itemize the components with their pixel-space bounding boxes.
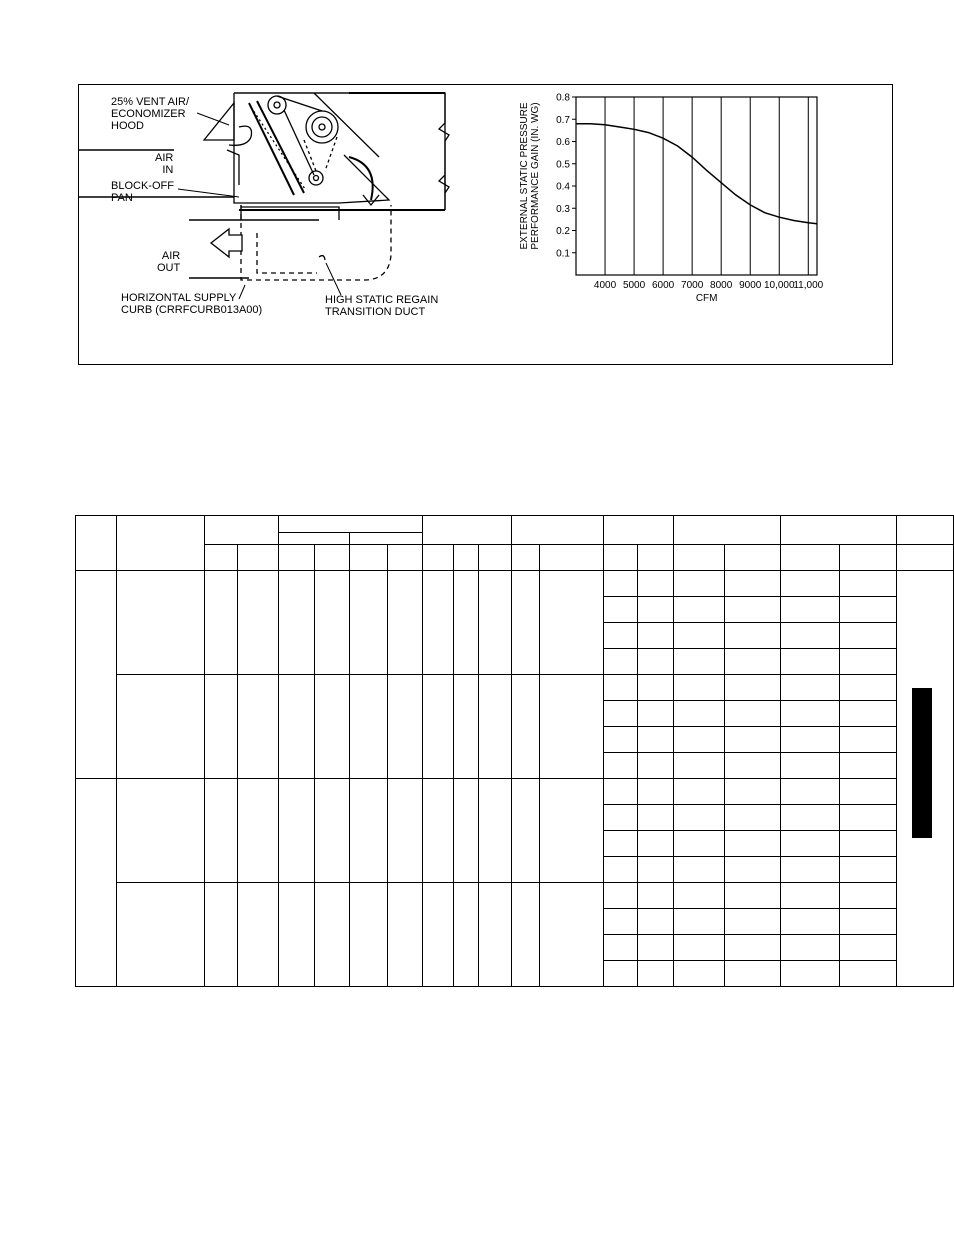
table-cell bbox=[604, 753, 638, 779]
table-cell bbox=[840, 831, 897, 857]
table-cell bbox=[604, 857, 638, 883]
table-cell bbox=[840, 935, 897, 961]
table-row bbox=[76, 571, 954, 597]
chart-y-axis bbox=[556, 93, 576, 260]
y-tick-label: 0.6 bbox=[556, 137, 570, 148]
table-cell bbox=[314, 675, 349, 779]
table-cell bbox=[604, 961, 638, 987]
label-air-out: AIR OUT bbox=[157, 250, 181, 274]
table-cell bbox=[349, 779, 387, 883]
table-cell bbox=[314, 571, 349, 675]
table-cell bbox=[453, 779, 479, 883]
table-cell bbox=[604, 727, 638, 753]
table-cell bbox=[674, 779, 725, 805]
table-cell bbox=[422, 516, 512, 545]
table-cell bbox=[781, 649, 840, 675]
table-cell bbox=[781, 571, 840, 597]
table-cell bbox=[604, 779, 638, 805]
table-cell bbox=[725, 675, 781, 701]
table-cell bbox=[387, 675, 422, 779]
table-cell bbox=[349, 675, 387, 779]
table-cell bbox=[76, 571, 117, 779]
table-cell bbox=[387, 779, 422, 883]
section-tab bbox=[912, 688, 932, 838]
table-cell bbox=[604, 623, 638, 649]
table-cell bbox=[204, 883, 237, 987]
table-cell bbox=[781, 545, 840, 571]
table-cell bbox=[512, 779, 540, 883]
table-cell bbox=[840, 753, 897, 779]
table-row bbox=[76, 883, 954, 909]
table-cell bbox=[781, 909, 840, 935]
table-cell bbox=[638, 649, 674, 675]
x-tick-label: 4000 bbox=[593, 280, 617, 291]
table-cell bbox=[422, 571, 453, 675]
table-cell bbox=[278, 883, 314, 987]
y-tick-label: 0.5 bbox=[556, 159, 570, 171]
table-cell bbox=[781, 623, 840, 649]
table-cell bbox=[453, 883, 479, 987]
figure-frame bbox=[78, 84, 893, 365]
y-tick-label: 0.1 bbox=[556, 248, 570, 260]
table-cell bbox=[638, 545, 674, 571]
y-tick-label: 0.7 bbox=[556, 114, 570, 126]
table-cell bbox=[512, 675, 540, 779]
table-cell bbox=[540, 571, 604, 675]
table-cell bbox=[479, 883, 512, 987]
table-cell bbox=[604, 909, 638, 935]
table-cell bbox=[674, 649, 725, 675]
table-cell bbox=[725, 779, 781, 805]
table-cell bbox=[314, 883, 349, 987]
table-cell bbox=[638, 831, 674, 857]
table-cell bbox=[479, 571, 512, 675]
table-cell bbox=[725, 623, 781, 649]
table-cell bbox=[422, 883, 453, 987]
label-supply-curb: HORIZONTAL SUPPLY CURB (CRRFCURB013A00) bbox=[121, 292, 263, 316]
table-cell bbox=[540, 675, 604, 779]
table-cell bbox=[781, 831, 840, 857]
table-cell bbox=[674, 831, 725, 857]
table-cell bbox=[725, 831, 781, 857]
table-cell bbox=[638, 753, 674, 779]
table-cell bbox=[781, 883, 840, 909]
table-cell bbox=[453, 675, 479, 779]
table-cell bbox=[674, 883, 725, 909]
y-axis-label: EXTERNAL STATIC PRESSUREPERFORMANCE GAIN (IN. WG) bbox=[519, 102, 541, 250]
table-cell bbox=[76, 779, 117, 987]
table-cell bbox=[638, 623, 674, 649]
x-tick-label: 11,000 bbox=[793, 280, 824, 291]
table-cell bbox=[674, 961, 725, 987]
table-cell bbox=[204, 779, 237, 883]
chart-grid bbox=[605, 97, 808, 275]
x-tick-label: 9000 bbox=[739, 280, 762, 291]
table-cell bbox=[512, 545, 540, 571]
table-cell bbox=[840, 571, 897, 597]
table-cell bbox=[781, 753, 840, 779]
table-cell bbox=[840, 883, 897, 909]
x-tick-label: 8000 bbox=[710, 280, 733, 291]
y-tick-label: 0.8 bbox=[556, 92, 570, 104]
series-line bbox=[576, 124, 817, 224]
table-cell bbox=[896, 545, 953, 571]
table-cell bbox=[604, 571, 638, 597]
table-cell bbox=[278, 533, 349, 545]
label-vent-hood: 25% VENT AIR/ ECONOMIZER HOOD bbox=[111, 96, 190, 132]
table-cell bbox=[278, 545, 314, 571]
table-cell bbox=[781, 597, 840, 623]
table-cell bbox=[840, 623, 897, 649]
table-cell bbox=[237, 545, 278, 571]
table-cell bbox=[387, 545, 422, 571]
table-cell bbox=[725, 727, 781, 753]
table-cell bbox=[349, 533, 422, 545]
table-cell bbox=[204, 545, 237, 571]
table-cell bbox=[638, 727, 674, 753]
table-cell bbox=[116, 571, 204, 675]
table-cell bbox=[387, 883, 422, 987]
table-cell bbox=[840, 805, 897, 831]
table-cell bbox=[116, 675, 204, 779]
table-cell bbox=[76, 516, 117, 571]
table-cell bbox=[840, 675, 897, 701]
table-cell bbox=[204, 516, 278, 545]
table-cell bbox=[638, 597, 674, 623]
table-cell bbox=[204, 571, 237, 675]
x-tick-label: 10,000 bbox=[763, 280, 795, 291]
table-cell bbox=[725, 805, 781, 831]
table-cell bbox=[674, 805, 725, 831]
table-cell bbox=[540, 545, 604, 571]
y-tick-label: 0.2 bbox=[556, 226, 570, 237]
table-cell bbox=[840, 649, 897, 675]
table-header-row bbox=[76, 545, 954, 571]
table-cell bbox=[604, 516, 674, 545]
table-header-row bbox=[76, 516, 954, 533]
table-cell bbox=[638, 857, 674, 883]
table-cell bbox=[781, 701, 840, 727]
table-cell bbox=[638, 909, 674, 935]
table-cell bbox=[840, 961, 897, 987]
table-cell bbox=[840, 857, 897, 883]
table-cell bbox=[604, 831, 638, 857]
table-cell bbox=[512, 571, 540, 675]
plot-frame bbox=[576, 97, 817, 275]
table-cell bbox=[204, 675, 237, 779]
label-block-off-pan: BLOCK-OFF PAN bbox=[111, 180, 174, 204]
table-cell bbox=[604, 649, 638, 675]
table-cell bbox=[840, 545, 897, 571]
label-air-in: AIR IN bbox=[155, 152, 174, 176]
table-cell bbox=[512, 883, 540, 987]
table-cell bbox=[604, 883, 638, 909]
static-pressure-chart bbox=[79, 85, 894, 366]
table-cell bbox=[674, 857, 725, 883]
spec-table bbox=[75, 515, 954, 987]
table-cell bbox=[422, 545, 453, 571]
table-cell bbox=[840, 727, 897, 753]
table-cell bbox=[116, 516, 204, 571]
table-cell bbox=[422, 675, 453, 779]
table-cell bbox=[781, 857, 840, 883]
chart-x-axis bbox=[594, 280, 824, 291]
table-cell bbox=[725, 857, 781, 883]
table-cell bbox=[725, 883, 781, 909]
table-cell bbox=[725, 649, 781, 675]
table-cell bbox=[116, 779, 204, 883]
table-cell bbox=[604, 545, 638, 571]
table-cell bbox=[540, 883, 604, 987]
table-cell bbox=[237, 571, 278, 675]
table-cell bbox=[781, 516, 897, 545]
table-cell bbox=[479, 779, 512, 883]
table-cell bbox=[725, 961, 781, 987]
table-cell bbox=[638, 883, 674, 909]
table-cell bbox=[674, 597, 725, 623]
table-cell bbox=[674, 701, 725, 727]
table-cell bbox=[674, 675, 725, 701]
table-cell bbox=[638, 701, 674, 727]
table-cell bbox=[781, 675, 840, 701]
table-cell bbox=[638, 805, 674, 831]
table-cell bbox=[349, 883, 387, 987]
table-cell bbox=[781, 935, 840, 961]
table-cell bbox=[604, 701, 638, 727]
table-cell bbox=[840, 701, 897, 727]
table-cell bbox=[638, 571, 674, 597]
x-tick-label: 6000 bbox=[651, 280, 675, 291]
table-cell bbox=[781, 805, 840, 831]
table-cell bbox=[725, 545, 781, 571]
y-tick-label: 0.4 bbox=[556, 181, 570, 193]
table-cell bbox=[387, 571, 422, 675]
table-cell bbox=[278, 779, 314, 883]
table-cell bbox=[674, 727, 725, 753]
table-cell bbox=[674, 935, 725, 961]
table-cell bbox=[422, 779, 453, 883]
table-cell bbox=[278, 571, 314, 675]
table-cell bbox=[674, 545, 725, 571]
table-row bbox=[76, 779, 954, 805]
table-cell bbox=[638, 675, 674, 701]
table-cell bbox=[314, 779, 349, 883]
table-cell bbox=[116, 883, 204, 987]
table-cell bbox=[453, 545, 479, 571]
table-cell bbox=[781, 779, 840, 805]
table-cell bbox=[479, 545, 512, 571]
table-cell bbox=[674, 753, 725, 779]
table-cell bbox=[781, 727, 840, 753]
table-cell bbox=[540, 779, 604, 883]
table-cell bbox=[725, 909, 781, 935]
table-cell bbox=[725, 701, 781, 727]
table-cell bbox=[604, 597, 638, 623]
table-cell bbox=[604, 805, 638, 831]
table-cell bbox=[638, 961, 674, 987]
table-cell bbox=[638, 779, 674, 805]
table-cell bbox=[840, 909, 897, 935]
table-cell bbox=[725, 597, 781, 623]
y-tick-label: 0.3 bbox=[556, 203, 570, 215]
table-cell bbox=[725, 935, 781, 961]
table-cell bbox=[604, 935, 638, 961]
label-transition-duct: HIGH STATIC REGAIN TRANSITION DUCT bbox=[325, 294, 439, 318]
table-cell bbox=[512, 516, 604, 545]
x-tick-label: 7000 bbox=[681, 280, 704, 291]
table-cell bbox=[237, 779, 278, 883]
table-cell bbox=[349, 571, 387, 675]
table-cell bbox=[349, 545, 387, 571]
table-cell bbox=[725, 571, 781, 597]
table-cell bbox=[604, 675, 638, 701]
x-axis-label: CFM bbox=[695, 293, 718, 304]
table-cell bbox=[479, 675, 512, 779]
table-cell bbox=[278, 516, 422, 533]
table-cell bbox=[725, 753, 781, 779]
table-cell bbox=[840, 779, 897, 805]
table-cell bbox=[674, 909, 725, 935]
x-tick-label: 5000 bbox=[622, 280, 646, 291]
table-cell bbox=[453, 571, 479, 675]
table-cell bbox=[674, 516, 781, 545]
table-cell bbox=[674, 571, 725, 597]
table-cell bbox=[278, 675, 314, 779]
table-cell bbox=[781, 961, 840, 987]
table-cell bbox=[237, 883, 278, 987]
table-cell bbox=[674, 623, 725, 649]
table-cell bbox=[638, 935, 674, 961]
table-cell bbox=[237, 675, 278, 779]
table-cell bbox=[314, 545, 349, 571]
table-cell bbox=[840, 597, 897, 623]
table-row bbox=[76, 675, 954, 701]
